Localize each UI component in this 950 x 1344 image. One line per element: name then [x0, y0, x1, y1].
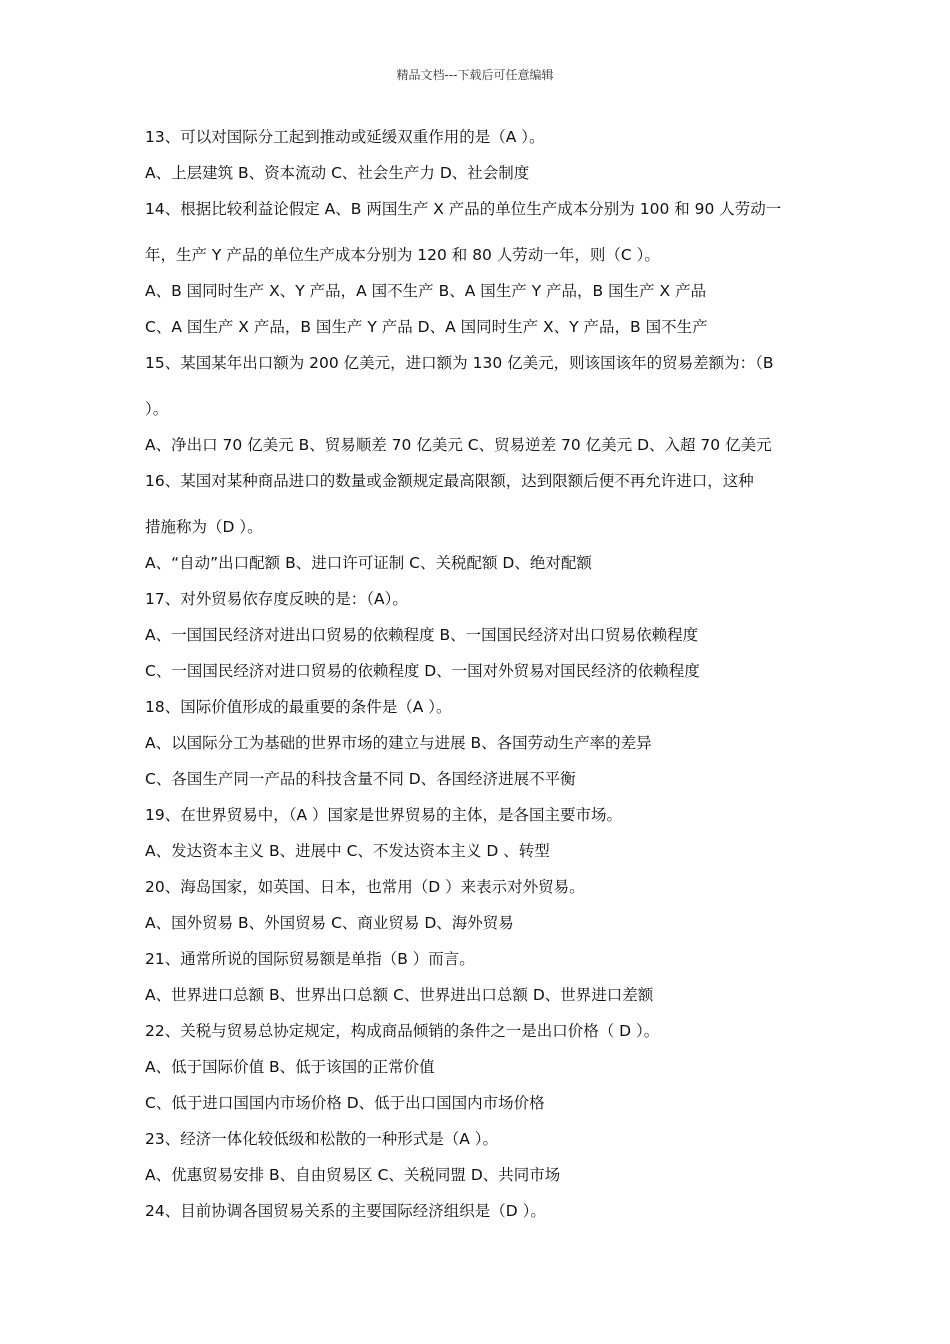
question-23: 23、经济一体化较低级和松散的一种形式是（A ）。 — [145, 1130, 499, 1148]
question-15-line-2: ）。 — [145, 400, 169, 418]
question-21: 21、通常所说的国际贸易额是单指（B ）而言。 — [145, 950, 475, 968]
options-13: A、上层建筑 B、资本流动 C、社会生产力 D、社会制度 — [145, 164, 530, 182]
question-24: 24、目前协调各国贸易关系的主要国际经济组织是（D ）。 — [145, 1202, 546, 1220]
options-21: A、世界进口总额 B、世界出口总额 C、世界进出口总额 D、世界进口差额 — [145, 986, 654, 1004]
question-19: 19、在世界贸易中，（A ）国家是世界贸易的主体，是各国主要市场。 — [145, 806, 623, 824]
options-17-cd: C、一国国民经济对进口贸易的依赖程度 D、一国对外贸易对国民经济的依赖程度 — [145, 662, 700, 680]
document-body — [145, 124, 825, 1234]
page-header: 精品文档---下载后可任意编辑 — [396, 68, 554, 82]
question-16-line-1: 16、某国对某种商品进口的数量或金额规定最高限额，达到限额后便不再允许进口，这种 — [145, 472, 754, 490]
options-18-cd: C、各国生产同一产品的科技含量不同 D、各国经济进展不平衡 — [145, 770, 576, 788]
question-20: 20、海岛国家，如英国、日本，也常用（D ）来表示对外贸易。 — [145, 878, 585, 896]
question-17: 17、对外贸易依存度反映的是：（A）。 — [145, 590, 408, 608]
options-23: A、优惠贸易安排 B、自由贸易区 C、关税同盟 D、共同市场 — [145, 1166, 561, 1184]
question-14-line-2: 年，生产 Y 产品的单位生产成本分别为 120 和 80 人劳动一年，则（C ）。 — [145, 246, 660, 264]
question-13: 13、可以对国际分工起到推动或延缓双重作用的是（A ）。 — [145, 128, 545, 146]
question-15-line-1: 15、某国某年出口额为 200 亿美元，进口额为 130 亿美元，则该国该年的贸易差额为：（B — [145, 354, 774, 372]
options-22-cd: C、低于进口国国内市场价格 D、低于出口国国内市场价格 — [145, 1094, 545, 1112]
options-20: A、国外贸易 B、外国贸易 C、商业贸易 D、海外贸易 — [145, 914, 514, 932]
options-18-ab: A、以国际分工为基础的世界市场的建立与进展 B、各国劳动生产率的差异 — [145, 734, 652, 752]
options-16: A、“自动”出口配额 B、进口许可证制 C、关税配额 D、绝对配额 — [145, 554, 592, 572]
question-18: 18、国际价值形成的最重要的条件是（A ）。 — [145, 698, 452, 716]
question-14-line-1: 14、根据比较利益论假定 A、B 两国生产 X 产品的单位生产成本分别为 100 和 90 人劳动一 — [145, 200, 782, 218]
options-15: A、净出口 70 亿美元 B、贸易顺差 70 亿美元 C、贸易逆差 70 亿美元 D、入超 70 亿美元 — [145, 436, 772, 454]
question-16-line-2: 措施称为（D ）。 — [145, 518, 263, 536]
options-19: A、发达资本主义 B、进展中 C、不发达资本主义 D 、转型 — [145, 842, 550, 860]
options-14-cd: C、A 国生产 X 产品，B 国生产 Y 产品 D、A 国同时生产 X、Y 产品，B 国不生产 — [145, 318, 708, 336]
options-14-ab: A、B 国同时生产 X、Y 产品，A 国不生产 B、A 国生产 Y 产品，B 国生产 X 产品 — [145, 282, 707, 300]
question-22: 22、关税与贸易总协定规定，构成商品倾销的条件之一是出口价格（ D ）。 — [145, 1022, 660, 1040]
options-17-ab: A、一国国民经济对进出口贸易的依赖程度 B、一国国民经济对出口贸易依赖程度 — [145, 626, 699, 644]
options-22-ab: A、低于国际价值 B、低于该国的正常价值 — [145, 1058, 435, 1076]
